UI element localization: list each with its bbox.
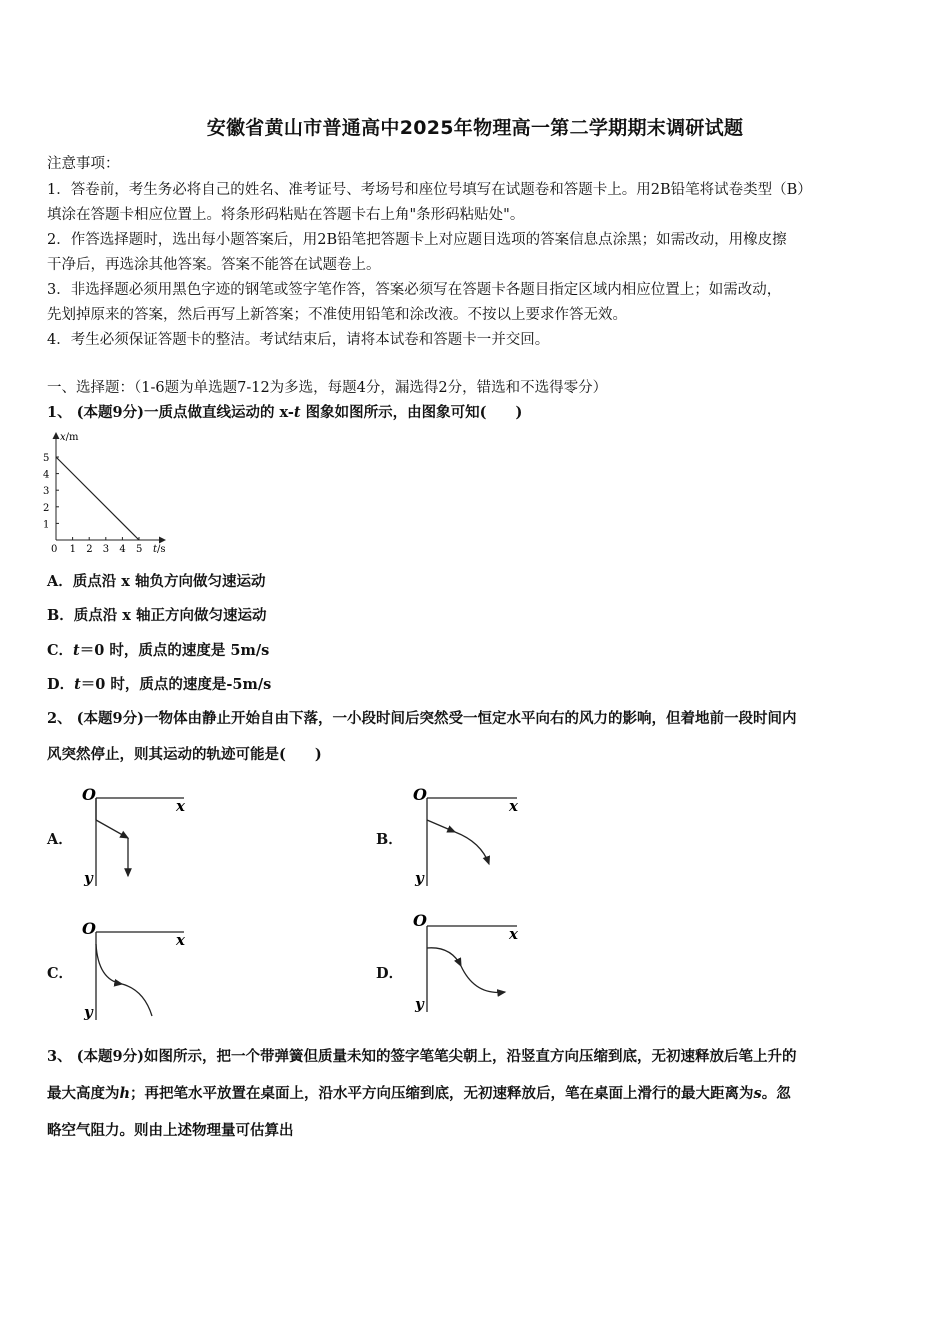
question-3-line-2: 最大高度为h；再把笔水平放置在桌面上，沿水平方向压缩到底，无初速释放后，笔在桌面上滑行的最大距离为s。忽 — [47, 1085, 791, 1102]
y-tick-5: 5 — [43, 453, 50, 464]
notice-item-2-line-1: 2．作答选择题时，选出每小题答案后，用2B铅笔把答题卡上对应题目选项的答案信息点涂黑；如需改动，用橡皮擦 — [47, 232, 787, 248]
question-1-stem-b: 图象如图所示，由图象可知( ) — [300, 404, 523, 421]
x-tick-4: 4 — [119, 544, 126, 555]
notice-item-3-line-2: 先划掉原来的答案，然后再写上新答案；不准使用铅笔和涂改液。不按以上要求作答无效。 — [47, 307, 627, 323]
section-heading: 一、选择题：（1-6题为单选题7-12为多选，每题4分，漏选得2分，错选和不选得零分） — [47, 380, 608, 396]
question-1-stem — [47, 401, 909, 422]
origin-label: O — [413, 785, 427, 804]
origin-label: O — [82, 919, 96, 938]
question-1-option-d: D．t＝0 时，质点的速度是-5m/s — [47, 676, 272, 693]
question-1-option-b: B．质点沿 x 轴正方向做匀速运动 — [47, 607, 267, 624]
question-1-stem-a: 1、 (本题9分)一质点做直线运动的 x- — [47, 404, 294, 421]
question-2-label-a: A． — [47, 831, 73, 848]
question-2-stem-line-1: 2、 (本题9分)一物体由静止开始自由下落，一小段时间后突然受一恒定水平向右的风力的影响，但着地前一段时间内 — [47, 710, 797, 727]
x-tick-0: 0 — [51, 544, 58, 555]
x-axis-label: x — [509, 925, 518, 943]
x-tick-1: 1 — [69, 544, 76, 555]
question-2-label-d: D． — [376, 965, 404, 982]
notice-item-2-line-2: 干净后，再选涂其他答案。答案不能答在试题卷上。 — [47, 257, 381, 273]
y-tick-1: 1 — [43, 519, 50, 531]
notice-item-4: 4．考生必须保证答题卡的整洁。考试结束后，请将本试卷和答题卡一并交回。 — [47, 332, 550, 348]
y-tick-4: 4 — [43, 469, 50, 481]
y-axis-label: y — [415, 995, 424, 1013]
notice-heading: 注意事项： — [47, 156, 120, 172]
question-2-stem-line-2: 风突然停止，则其运动的轨迹可能是( ) — [47, 746, 322, 763]
question-2-diagram-a — [74, 780, 204, 890]
x-axis-label: x — [176, 931, 185, 949]
question-2-label-c: C． — [47, 965, 74, 982]
x-axis-label: x — [176, 797, 185, 815]
graph-data-line — [56, 457, 139, 540]
x-tick-3: 3 — [102, 544, 110, 555]
y-axis-label: y — [84, 1003, 93, 1021]
question-2-label-b: B． — [376, 831, 403, 848]
x-axis-label: x — [509, 797, 518, 815]
question-3-line-1: 3、 (本题9分)如图所示，把一个带弹簧但质量未知的签字笔笔尖朝上，沿竖直方向压缩到底，无初速释放后笔上升的 — [47, 1048, 797, 1065]
graph-xlabel: t/s — [153, 544, 166, 555]
question-2-diagram-b — [405, 780, 535, 890]
origin-label: O — [82, 785, 96, 804]
y-axis-label: y — [84, 869, 93, 887]
graph-ylabel: x/m — [60, 432, 79, 443]
question-1-option-a: A．质点沿 x 轴负方向做匀速运动 — [47, 573, 266, 590]
question-2-diagram-c — [74, 914, 204, 1024]
question-1-option-c: C．t＝0 时，质点的速度是 5m/s — [47, 642, 270, 659]
question-1-xt-graph — [40, 428, 180, 558]
y-tick-2: 2 — [43, 502, 50, 514]
y-axis-label: y — [415, 869, 424, 887]
question-1-stem-t: t — [293, 404, 301, 421]
page-title: 安徽省黄山市普通高中2025年物理高一第二学期期末调研试题 — [206, 117, 744, 139]
notice-item-1-line-2: 填涂在答题卡相应位置上。将条形码粘贴在答题卡右上角"条形码粘贴处"。 — [47, 207, 525, 223]
notice-item-1-line-1: 1．答卷前，考生务必将自己的姓名、准考证号、考场号和座位号填写在试题卷和答题卡上。用2B铅笔将试卷类型（B） — [47, 182, 812, 198]
notice-item-3-line-1: 3．非选择题必须用黑色字迹的钢笔或签字笔作答，答案必须写在答题卡各题目指定区域内相应位置上；如需改动， — [47, 282, 782, 298]
question-3-line-3: 略空气阻力。则由上述物理量可估算出 — [47, 1122, 294, 1139]
x-tick-5: 5 — [136, 544, 143, 555]
y-tick-3: 3 — [43, 486, 50, 498]
x-tick-2: 2 — [86, 544, 93, 555]
question-2-diagram-d — [405, 906, 535, 1018]
origin-label: O — [413, 911, 427, 930]
